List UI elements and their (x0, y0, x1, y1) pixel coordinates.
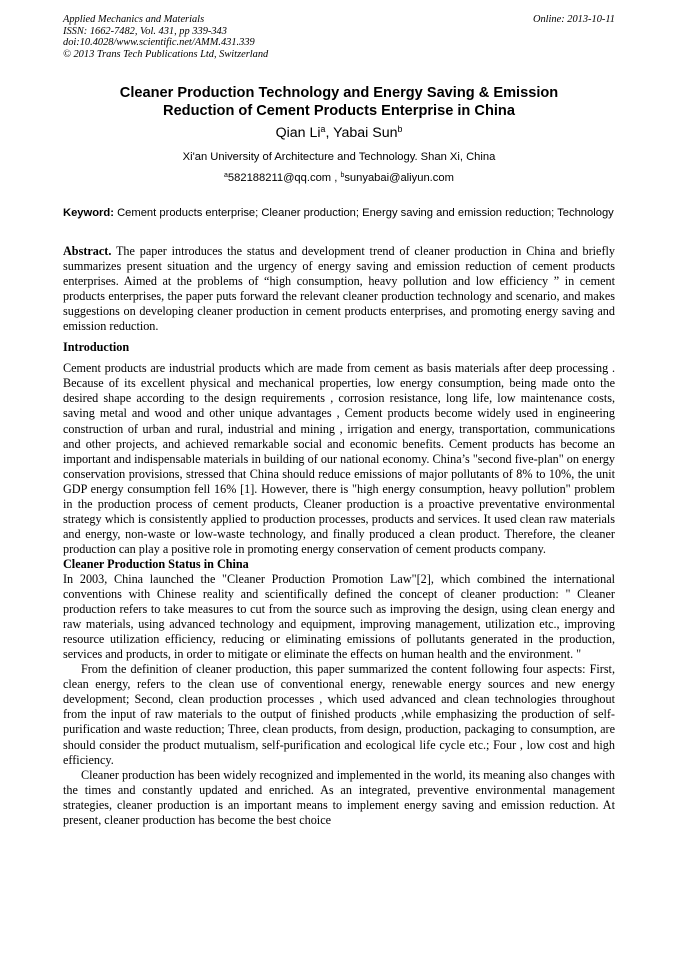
author-1: Qian Li (275, 125, 321, 141)
keyword-label: Keyword: (63, 207, 114, 219)
author-2-superscript: b (397, 124, 403, 135)
paper-body (63, 244, 615, 828)
abstract (63, 244, 615, 334)
title-line-1: Cleaner Production Technology and Energy Saving & Emission (119, 85, 559, 101)
doi-line: doi:10.4028/www.scientific.net/AMM.431.339 (63, 37, 255, 49)
author-1-superscript: a (320, 124, 326, 135)
introduction-heading: Introduction (63, 340, 130, 355)
journal-name: Applied Mechanics and Materials (63, 14, 205, 25)
abstract-text: The paper introduces the status and development trend of cleaner production in China and briefly summarizes present situation and the urgency of energy saving and emission reduction of cement products enterprises. Aimed at the problems of “high consumption, heavy pollution and low efficiency ” in cement products enterprises, the paper puts forward the relevant cleaner production technology and scenario, and makes suggestions on developing cleaner production in cement products enterprises, and promoting energy saving and emission reduction. (63, 244, 615, 334)
abstract-label: Abstract. (63, 244, 112, 258)
author-emails (63, 171, 615, 185)
affiliation: Xi'an University of Architecture and Technology. Shan Xi, China (182, 151, 496, 163)
journal-header (63, 14, 615, 60)
status-paragraph-1: In 2003, China launched the "Cleaner Production Promotion Law"[2], which combined the international conventions with Chinese reality and scientifically defined the concept of cleaner production: " Cleaner production refers to take measures to cut from the source such as improving the design, using clean energy and raw materials, using advanced technology and equipment, improving management, utilization etc., improving resource utilization efficiency, reducing or eliminating emissions of pollutants generated in the production, services and products, in order to mitigate or eliminate the effects on human health and the environment. " (63, 571, 615, 662)
introduction-paragraph: Cement products are industrial products which are made from cement as basis materials after deep processing . Because of its excellent physical and mechanical properties, low energy consumption, being made onto the desired shape according to the design requirements , corrosion resistance, long life, low maintenance costs, saving metal and wood and other unique advantages , Cement products become widely used in engineering construction of urban and rural, industrial and mining , irrigation and energy, transportation, communications and other projects, and achieved remarkable social and economic benefits. Cement products has become an important and indispensable materials in building of our national economy. China’s "second five-plan" on energy conservation provisions, stressed that China should reduce emissions of major pollutants of 8% to 10%, the unit GDP energy consumption fell 16% [1]. However, there is "high energy consumption, heavy pollution" problem in the production process of cement products, Cleaner production is a proactive preventative environmental strategy which is consistently applied to production processes, products and services. It used clean raw materials and energy, non-waste or low-waste technology, and finally produced a clean product. Therefore, the cleaner production can play a positive role in promoting energy conservation of cement products company. (63, 361, 615, 556)
author-separator: , (325, 125, 334, 141)
author-list (63, 124, 615, 142)
status-heading: Cleaner Production Status in China (63, 556, 249, 571)
copyright-line: © 2013 Trans Tech Publications Ltd, Switzerland (63, 48, 269, 60)
title-line-2: Reduction of Cement Products Enterprise in China (163, 103, 515, 119)
email-a: 582188211@qq.com (227, 172, 332, 184)
online-date: Online: 2013-10-11 (532, 14, 615, 25)
status-paragraph-2: From the definition of cleaner production, this paper summarized the content following four aspects: First, clean energy, refers to the clean use of conventional energy, renewable energy sources and new energy development; Second, clean production processes , which used advanced and clean technologies throughout from the input of raw materials to the output of finished products ,while emphasizing the production of self-purification and waste reduction; Three, clean products, from design, production, packaging to consumption, are should consider the product mutualism, self-purification and ecological life cycle etc.; Four , low cost and high efficiency. (63, 662, 615, 767)
email-a-superscript: a (224, 172, 228, 180)
keyword-text: Cement products enterprise; Cleaner production; Energy saving and emission reduction; Technology (113, 207, 614, 219)
issn-line: ISSN: 1662-7482, Vol. 431, pp 339-343 (63, 25, 227, 37)
email-b-superscript: b (340, 172, 345, 180)
email-separator: , (331, 172, 341, 184)
status-paragraph-3: Cleaner production has been widely recognized and implemented in the world, its meaning also changes with the times and constantly updated and enriched. As an integrated, preventive environmental management strategies, cleaner production is an important means to implement energy saving and emission reduction. At present, cleaner production has become the best choice (63, 767, 615, 827)
email-b: sunyabai@aliyun.com (344, 172, 454, 184)
author-2: Yabai Sun (333, 125, 398, 141)
keywords (63, 206, 615, 220)
paper-title (63, 84, 615, 120)
